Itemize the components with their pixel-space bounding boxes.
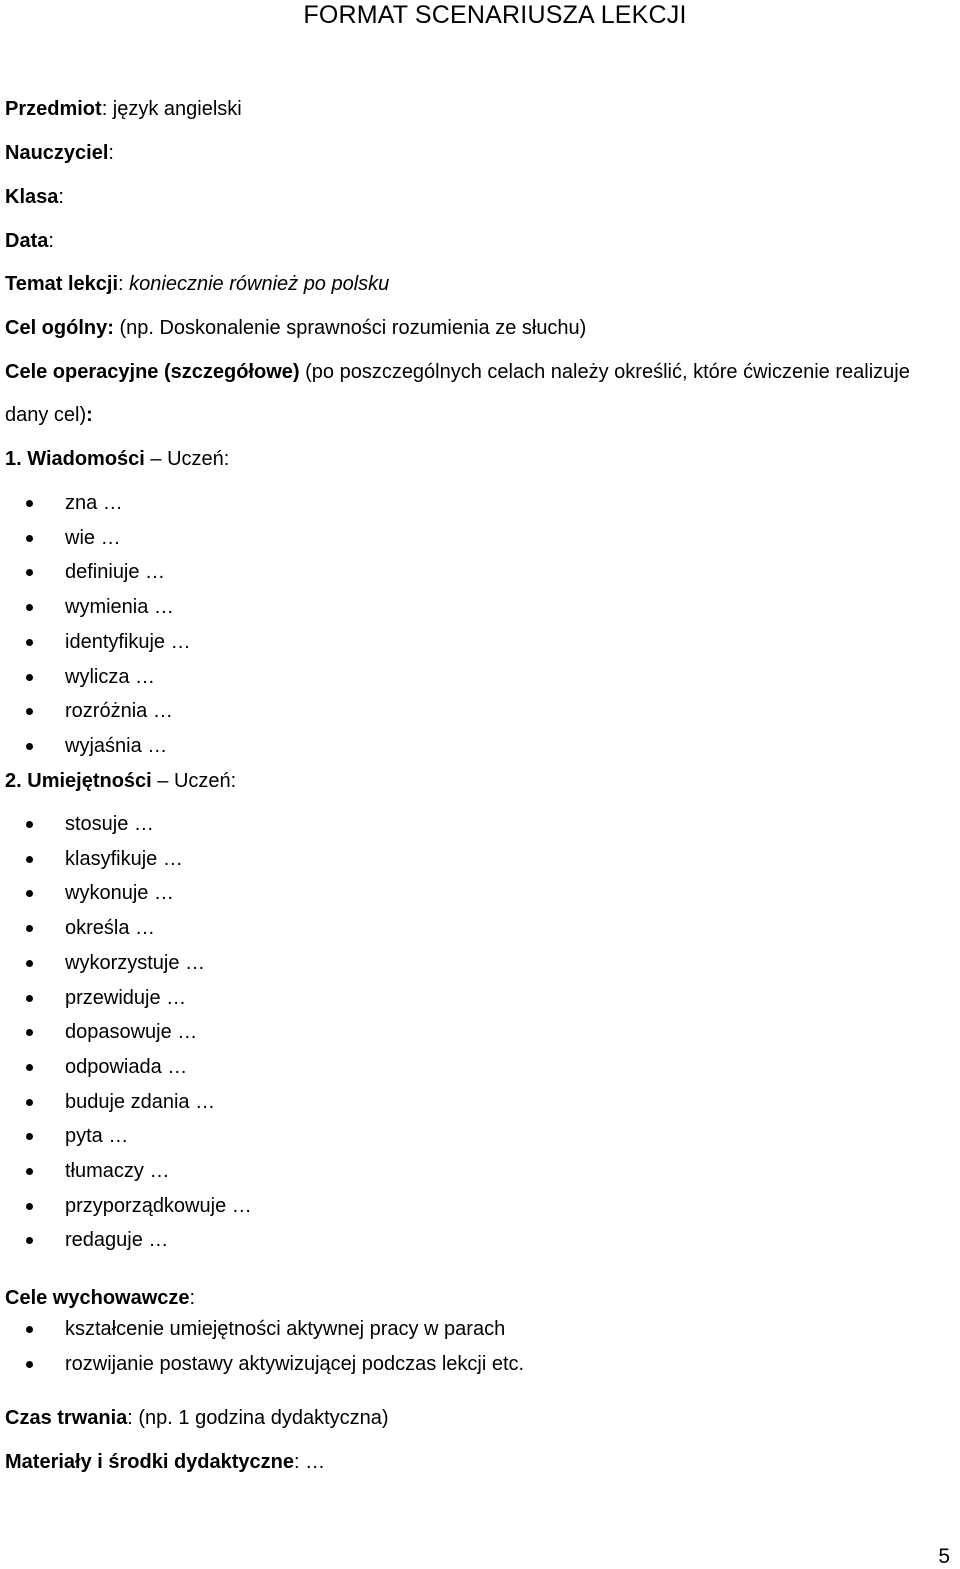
list-item-text: wykorzystuje …: [65, 951, 206, 974]
field-nauczyciel: [5, 141, 114, 165]
list-item-text: klasyfikuje …: [65, 847, 183, 870]
list-item-text: kształcenie umiejętności aktywnej pracy w parach: [65, 1318, 506, 1340]
section-suffix: – Uczeń:: [151, 770, 237, 792]
list-item-text: przyporządkowuje …: [65, 1194, 252, 1217]
section-number: 1.: [5, 448, 22, 470]
page-number: 5: [938, 1545, 950, 1568]
section-heading-wiadomosci: [5, 447, 229, 471]
list-item-text: stosuje …: [65, 813, 154, 835]
field-value: koniecznie również po polsku: [129, 273, 390, 295]
bullet-icon: [26, 960, 33, 967]
bullet-icon: [26, 925, 33, 932]
field-label: Cele operacyjne (szczegółowe): [5, 361, 300, 383]
list-item-text: odpowiada …: [65, 1055, 188, 1078]
section-label: Umiejętności: [21, 770, 152, 792]
bullet-icon: [26, 569, 33, 576]
list-item-text: dopasowuje …: [65, 1021, 198, 1044]
bullet-icon: [26, 1168, 33, 1175]
bullet-icon: [26, 1361, 33, 1368]
field-label: Data: [5, 230, 49, 252]
bullet-icon: [26, 639, 33, 646]
field-value: :: [108, 142, 114, 164]
field-cel-ogolny: [5, 316, 586, 340]
field-value: :: [48, 230, 54, 252]
bullet-icon: [26, 1133, 33, 1140]
bullet-icon: [26, 1099, 33, 1106]
field-value: : język angielski: [101, 98, 242, 120]
list-item-text: rozróżnia …: [65, 700, 173, 723]
document-title: FORMAT SCENARIUSZA LEKCJI: [303, 1, 687, 29]
list-item-text: wykonuje …: [65, 882, 174, 905]
field-value: : (np. 1 godzina dydaktyczna): [127, 1407, 389, 1429]
bullet-icon: [26, 674, 33, 681]
bullet-icon: [26, 535, 33, 542]
field-separator: :: [118, 273, 130, 295]
field-czas-trwania: [5, 1406, 389, 1430]
list-item-text: wie …: [65, 526, 121, 549]
field-label: Temat lekcji: [5, 273, 119, 295]
field-value: (np. Doskonalenie sprawności rozumienia ze słuchu): [113, 317, 587, 339]
field-label: Klasa: [5, 186, 59, 208]
list-item-text: określa …: [65, 917, 156, 940]
field-colon: :: [86, 404, 93, 426]
bullet-icon: [26, 743, 33, 750]
bullet-icon: [26, 995, 33, 1002]
list-item-text: zna …: [65, 492, 123, 514]
section-heading-umiejetnosci: [5, 769, 236, 793]
list-item-text: przewiduje …: [65, 986, 187, 1009]
field-value: (po poszczególnych celach należy określić, które ćwiczenie realizuje: [299, 361, 910, 383]
bullet-icon: [26, 856, 33, 863]
section-heading-wychowawcze: [5, 1286, 195, 1310]
list-item-text: wylicza …: [65, 665, 156, 688]
bullet-icon: [26, 1237, 33, 1244]
bullet-icon: [26, 821, 33, 828]
list-item-text: pyta …: [65, 1125, 129, 1148]
list-item-text: rozwijanie postawy aktywizującej podczas lekcji etc.: [65, 1352, 525, 1375]
bullet-icon: [26, 500, 33, 507]
bullet-icon: [26, 708, 33, 715]
bullet-icon: [26, 1203, 33, 1210]
bullet-icon: [26, 1064, 33, 1071]
section-label: Cele wychowawcze: [5, 1287, 190, 1309]
field-label: Nauczyciel: [5, 142, 109, 164]
list-item-text: identyfikuje …: [65, 630, 191, 653]
bullet-icon: [26, 890, 33, 897]
bullet-icon: [26, 1326, 33, 1333]
field-cele-operacyjne: [5, 360, 910, 384]
section-label: Wiadomości: [21, 448, 145, 470]
list-item-text: buduje zdania …: [65, 1090, 216, 1113]
section-suffix: :: [189, 1287, 196, 1309]
field-value: dany cel): [5, 404, 87, 426]
list-item-text: tłumaczy …: [65, 1160, 170, 1182]
field-klasa: [5, 185, 64, 209]
field-temat: [5, 272, 389, 296]
field-cele-operacyjne-cont: [5, 403, 93, 427]
field-label: Materiały i środki dydaktyczne: [5, 1451, 295, 1473]
bullet-icon: [26, 604, 33, 611]
section-suffix: – Uczeń:: [144, 448, 230, 470]
field-label: Cel ogólny:: [5, 317, 114, 339]
field-value: : …: [294, 1451, 326, 1473]
list-item-text: redaguje …: [65, 1229, 169, 1252]
bullet-icon: [26, 1029, 33, 1036]
field-data: [5, 229, 54, 253]
field-przedmiot: [5, 97, 242, 121]
field-materialy: [5, 1450, 325, 1474]
field-value: :: [58, 186, 64, 208]
list-item-text: wyjaśnia …: [65, 734, 168, 757]
section-number: 2.: [5, 770, 22, 792]
field-label: Czas trwania: [5, 1407, 128, 1429]
list-item-text: wymienia …: [65, 596, 174, 619]
list-item-text: definiuje …: [65, 561, 166, 584]
field-label: Przedmiot: [5, 98, 102, 120]
